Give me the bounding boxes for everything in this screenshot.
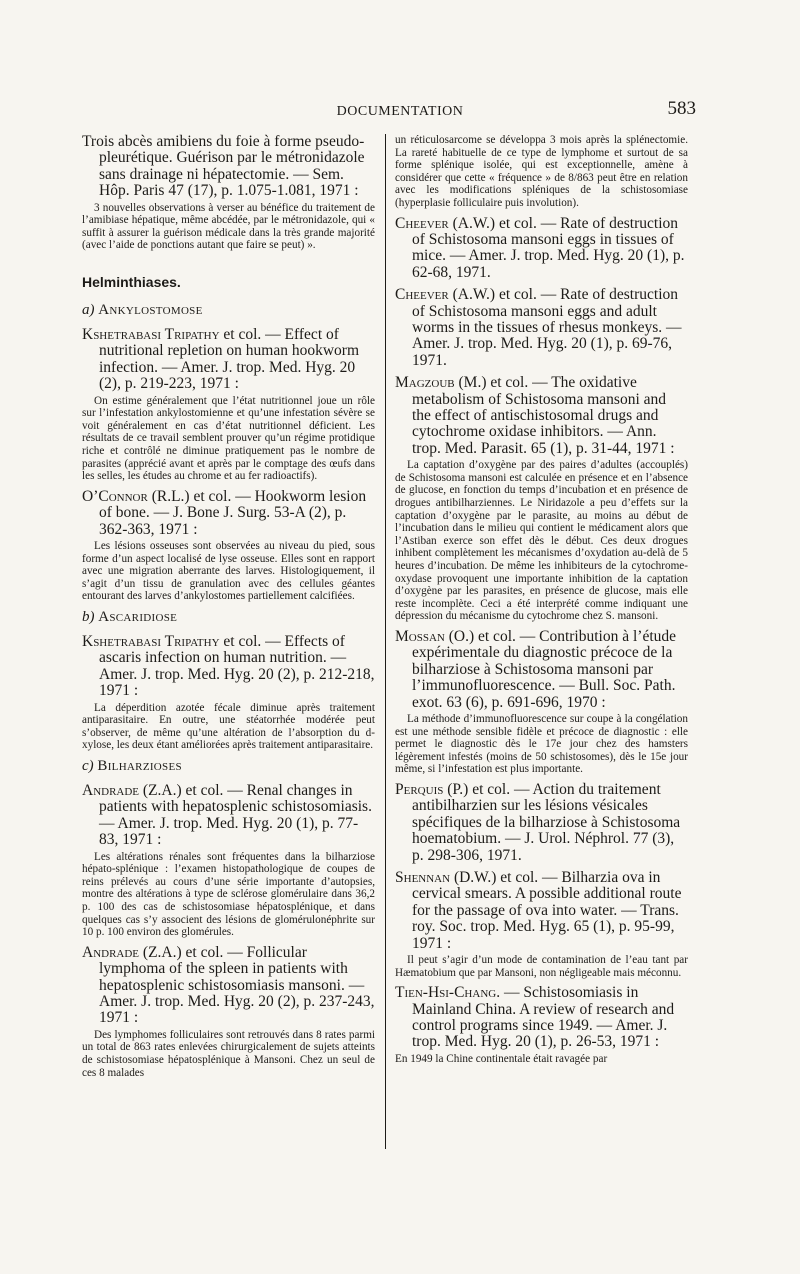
- section-heading: Helminthiases.: [82, 274, 181, 290]
- citation: [82, 945, 375, 1027]
- reference-entry: [395, 629, 688, 776]
- right-column: [395, 134, 688, 1071]
- reference-entry: [82, 489, 375, 603]
- citation: [395, 870, 688, 952]
- author: O’Connor: [82, 487, 148, 505]
- abstract: 3 nouvelles observations à verser au bénéfice du traitement de l’amibiase hépatique, même abcédée, par le métronidazole, qui « suffit à assurer la guérison médicale dans la très grande majorité (avec l’aide de ponctions autant que faire se peut) ».: [82, 201, 375, 252]
- citation: [395, 287, 688, 369]
- abstract: La méthode d’immunofluorescence sur coupe à la congélation est une méthode sensible fidèle et précoce de diagnostic : elle permet le diagnostic dès le 17e jour chez des hamsters légèrement infestés (moins de 50 schistosomes), dès le 15e jour même, si l’infestation est plus importante.: [395, 713, 688, 776]
- author: Cheever: [395, 214, 449, 232]
- citation-text: et col. — Effect of nutritional repletion on human hookworm infection. — Amer. J. trop. Med. Hyg. 20 (2), p. 219-223, 1971 :: [99, 326, 360, 393]
- subsection-letter: b): [82, 608, 95, 625]
- citation-text: (A.W.) et col. — Rate of destruction of Schistosoma mansoni eggs and adult worms in the tissues of rhesus monkeys. — Amer. J. trop. Med. Hyg. 20 (1), p. 69-76, 1971.: [412, 286, 682, 369]
- citation: [82, 634, 375, 700]
- subsection-heading: [82, 302, 375, 319]
- citation-text: (P.) et col. — Action du traitement antibilharzien sur les lésions vésicales spécifiques de la bilharziose à Schistosoma hoematobium. — J. Urol. Néphrol. 77 (3), p. 298-306, 1971.: [412, 780, 681, 864]
- abstract: Il peut s’agir d’un mode de contamination de l’eau tant par Hæmatobium que par Mansoni, non négligeable mais méconnu.: [395, 954, 688, 979]
- reference-entry: [395, 985, 688, 1065]
- page-number: 583: [667, 98, 696, 119]
- citation: [82, 327, 375, 393]
- author: Magzoub: [395, 374, 455, 392]
- column-divider: [385, 134, 386, 1149]
- citation: [395, 375, 688, 457]
- author: Kshetrabasi Tripathy: [82, 326, 220, 343]
- reference-entry: [395, 287, 688, 369]
- citation: [395, 629, 688, 711]
- reference-entry: [395, 782, 688, 864]
- abstract: En 1949 la Chine continentale était ravagée par: [395, 1052, 608, 1065]
- citation-text: (M.) et col. — The oxidative metabolism of Schistosoma mansoni and the effect of antischistosomal drugs and cytochrome oxidase inhibitors. — Ann. trop. Med. Parasit. 65 (1), p. 31-44, 1971 :: [412, 374, 675, 457]
- subsection-heading: [82, 609, 375, 626]
- reference-entry: [82, 134, 375, 252]
- running-header: DOCUMENTATION: [336, 104, 464, 119]
- reference-entry: [82, 327, 375, 483]
- reference-entry: [395, 375, 688, 623]
- citation-text: (R.L.) et col. — Hookworm lesion of bone. — J. Bone J. Surg. 53-A (2), p. 362-363, 1971 :: [99, 487, 367, 538]
- citation-text: (Z.A.) et col. — Follicular lymphoma of the spleen in patients with hepatosplenic schistosomiasis mansoni. — Amer. J. trop. Med. Hyg. 20 (2), p. 237-243, 1971 :: [99, 943, 375, 1027]
- citation-text: (D.W.) et col. — Bilharzia ova in cervical smears. A possible additional route for the passage of ova into water. — Trans. roy. Soc. trop. Med. Hyg. 65 (1), p. 95-99, 1971 :: [412, 869, 682, 952]
- subsection-letter: a): [82, 302, 95, 318]
- author: Shennan: [395, 869, 451, 886]
- subsection-title: Bilharzioses: [97, 757, 182, 774]
- citation: [82, 783, 375, 849]
- subsection-title: Ankylostomose: [98, 302, 203, 318]
- citation-text: (A.W.) et col. — Rate of destruction of Schistosoma mansoni eggs in tissues of mice. — Amer. J. trop. Med. Hyg. 20 (1), p. 62-68, 1971.: [412, 214, 685, 281]
- abstract: Les lésions osseuses sont observées au niveau du pied, sous forme d’un aspect localisé de lyse osseuse. Elles sont en rapport avec une migration aberrante des larves. Histologiquement, il s’agit d’un tissu de granulation avec des cellules géantes entourant des larves d’ankylostomes partiellement calcifiées.: [82, 540, 375, 603]
- citation: [395, 216, 688, 282]
- author: Andrade: [82, 781, 140, 799]
- continued-abstract: [395, 134, 688, 210]
- reference-entry: [395, 216, 688, 282]
- author: Tien-Hsi-Chang: [395, 984, 497, 1002]
- subsection-letter: c): [82, 757, 94, 774]
- abstract: La captation d’oxygène par des paires d’adultes (accouplés) de Schistosoma mansoni est calculée en présence et en l’absence de glucose, en fonction du temps d’incubation et en présence de drogues antibilharziennes. Le Niridazole a peu d’effets sur la captation d’oxygène par le parasite, au moins au début de l’incubation dans le milieu qui contient le médicament alors que l’Astiban exerce son effet dès le début. Ces deux drogues inhibent complètement les mécanismes d’oxydation au-delà de 5 heures d’incubation. De même les inhibiteurs de la cytochrome-oxydase provoquent une importante inhibition de la captation d’oxygène par les parasites, en présence de glucose, mais elle reste incomplète. Ceci a été interprété comme indiquant une dépression du mécanisme du cytochrome chez S. mansoni.: [395, 459, 688, 623]
- subsection-title: Ascaridiose: [98, 608, 178, 625]
- citation-text: (O.) et col. — Contribution à l’étude expérimentale du diagnostic précoce de la bilharziose à Schistosoma mansoni par l’immunofluorescence. — Bull. Soc. Path. exot. 63 (6), p. 691-696, 1970 :: [412, 627, 677, 711]
- abstract: Des lymphomes folliculaires sont retrouvés dans 8 rates parmi un total de 863 rates enlevées chirurgicalement de sujets atteints de schistosomiase hépatosplénique à Mansoni. Chez un seul de ces 8 malades: [82, 1028, 375, 1079]
- citation: [82, 489, 375, 538]
- author: Perquis: [395, 780, 444, 798]
- reference-entry: [395, 870, 688, 979]
- abstract: un réticulosarcome se développa 3 mois après la splénectomie. La rareté habituelle de ce type de lymphome et surtout de sa forme splénique isolée, qui est exceptionnelle, amène à considérer que cette « fréquence » de 8/863 peut être en relation avec les modifications spléniques de la schistosomiase (hyperplasie folliculaire puis involution).: [395, 134, 688, 209]
- reference-entry: [82, 634, 375, 752]
- author: Mossan: [395, 627, 445, 645]
- citation-text: . — Schistosomiasis in Mainland China. A review of research and control programs since 1949. — Amer. J. trop. Med. Hyg. 20 (1), p. 26-53, 1971 :: [412, 984, 675, 1051]
- citation-text: (Z.A.) et col. — Renal changes in patients with hepatosplenic schistosomiasis. — Amer. J. trop. Med. Hyg. 20 (1), p. 77-83, 1971 :: [99, 781, 372, 849]
- author: Cheever: [395, 286, 449, 304]
- author: Kshetrabasi Tripathy: [82, 632, 220, 650]
- abstract: La déperdition azotée fécale diminue après traitement antiparasitaire. En outre, une stéatorrhée modérée peut s’observer, de même qu’une altération de l’absorption du d-xylose, les deux étant améliorées après traitement antiparasitaire.: [82, 701, 375, 752]
- citation: Trois abcès amibiens du foie à forme pseudo-pleurétique. Guérison par le métronidazole sans drainage ni hépatectomie. — Sem. Hôp. Paris 47 (17), p. 1.075-1.081, 1971 :: [82, 133, 365, 200]
- abstract: Les altérations rénales sont fréquentes dans la bilharziose hépato-splénique : l’examen histopathologique de coupes de reins prélevés au cours d’une série importante d’autopsies, montre des altérations à type de sclérose glomérulaire dans 36,2 p. 100 des cas de schistosomiase hépatosplénique, et dans quelques cas s’y associent des lésions de glomérulonéphrite sur 10 p. 100 environ des glomérules.: [82, 850, 375, 939]
- citation-text: et col. — Effects of ascaris infection on human nutrition. — Amer. J. trop. Med. Hyg. 20 (2), p. 212-218, 1971 :: [99, 632, 375, 700]
- abstract: On estime généralement que l’état nutritionnel joue un rôle sur l’infestation ankylostomienne et qu’une infestation sévère se voit généralement en cas d’état nutritionnel déficient. Les résultats de ce travail semblent prouver qu’un régime protidique riche et contrôlé ne diminue pratiquement pas le nombre de parasites (apprécié avant et après par le comptage des œufs dans les selles, les études au chrome et au fer radioactifs).: [82, 394, 375, 483]
- reference-entry: [82, 945, 375, 1079]
- citation: [395, 782, 688, 864]
- author: Andrade: [82, 943, 140, 961]
- reference-entry: [82, 783, 375, 939]
- citation: [395, 985, 688, 1051]
- subsection-heading: [82, 758, 375, 775]
- left-column: [82, 134, 375, 1085]
